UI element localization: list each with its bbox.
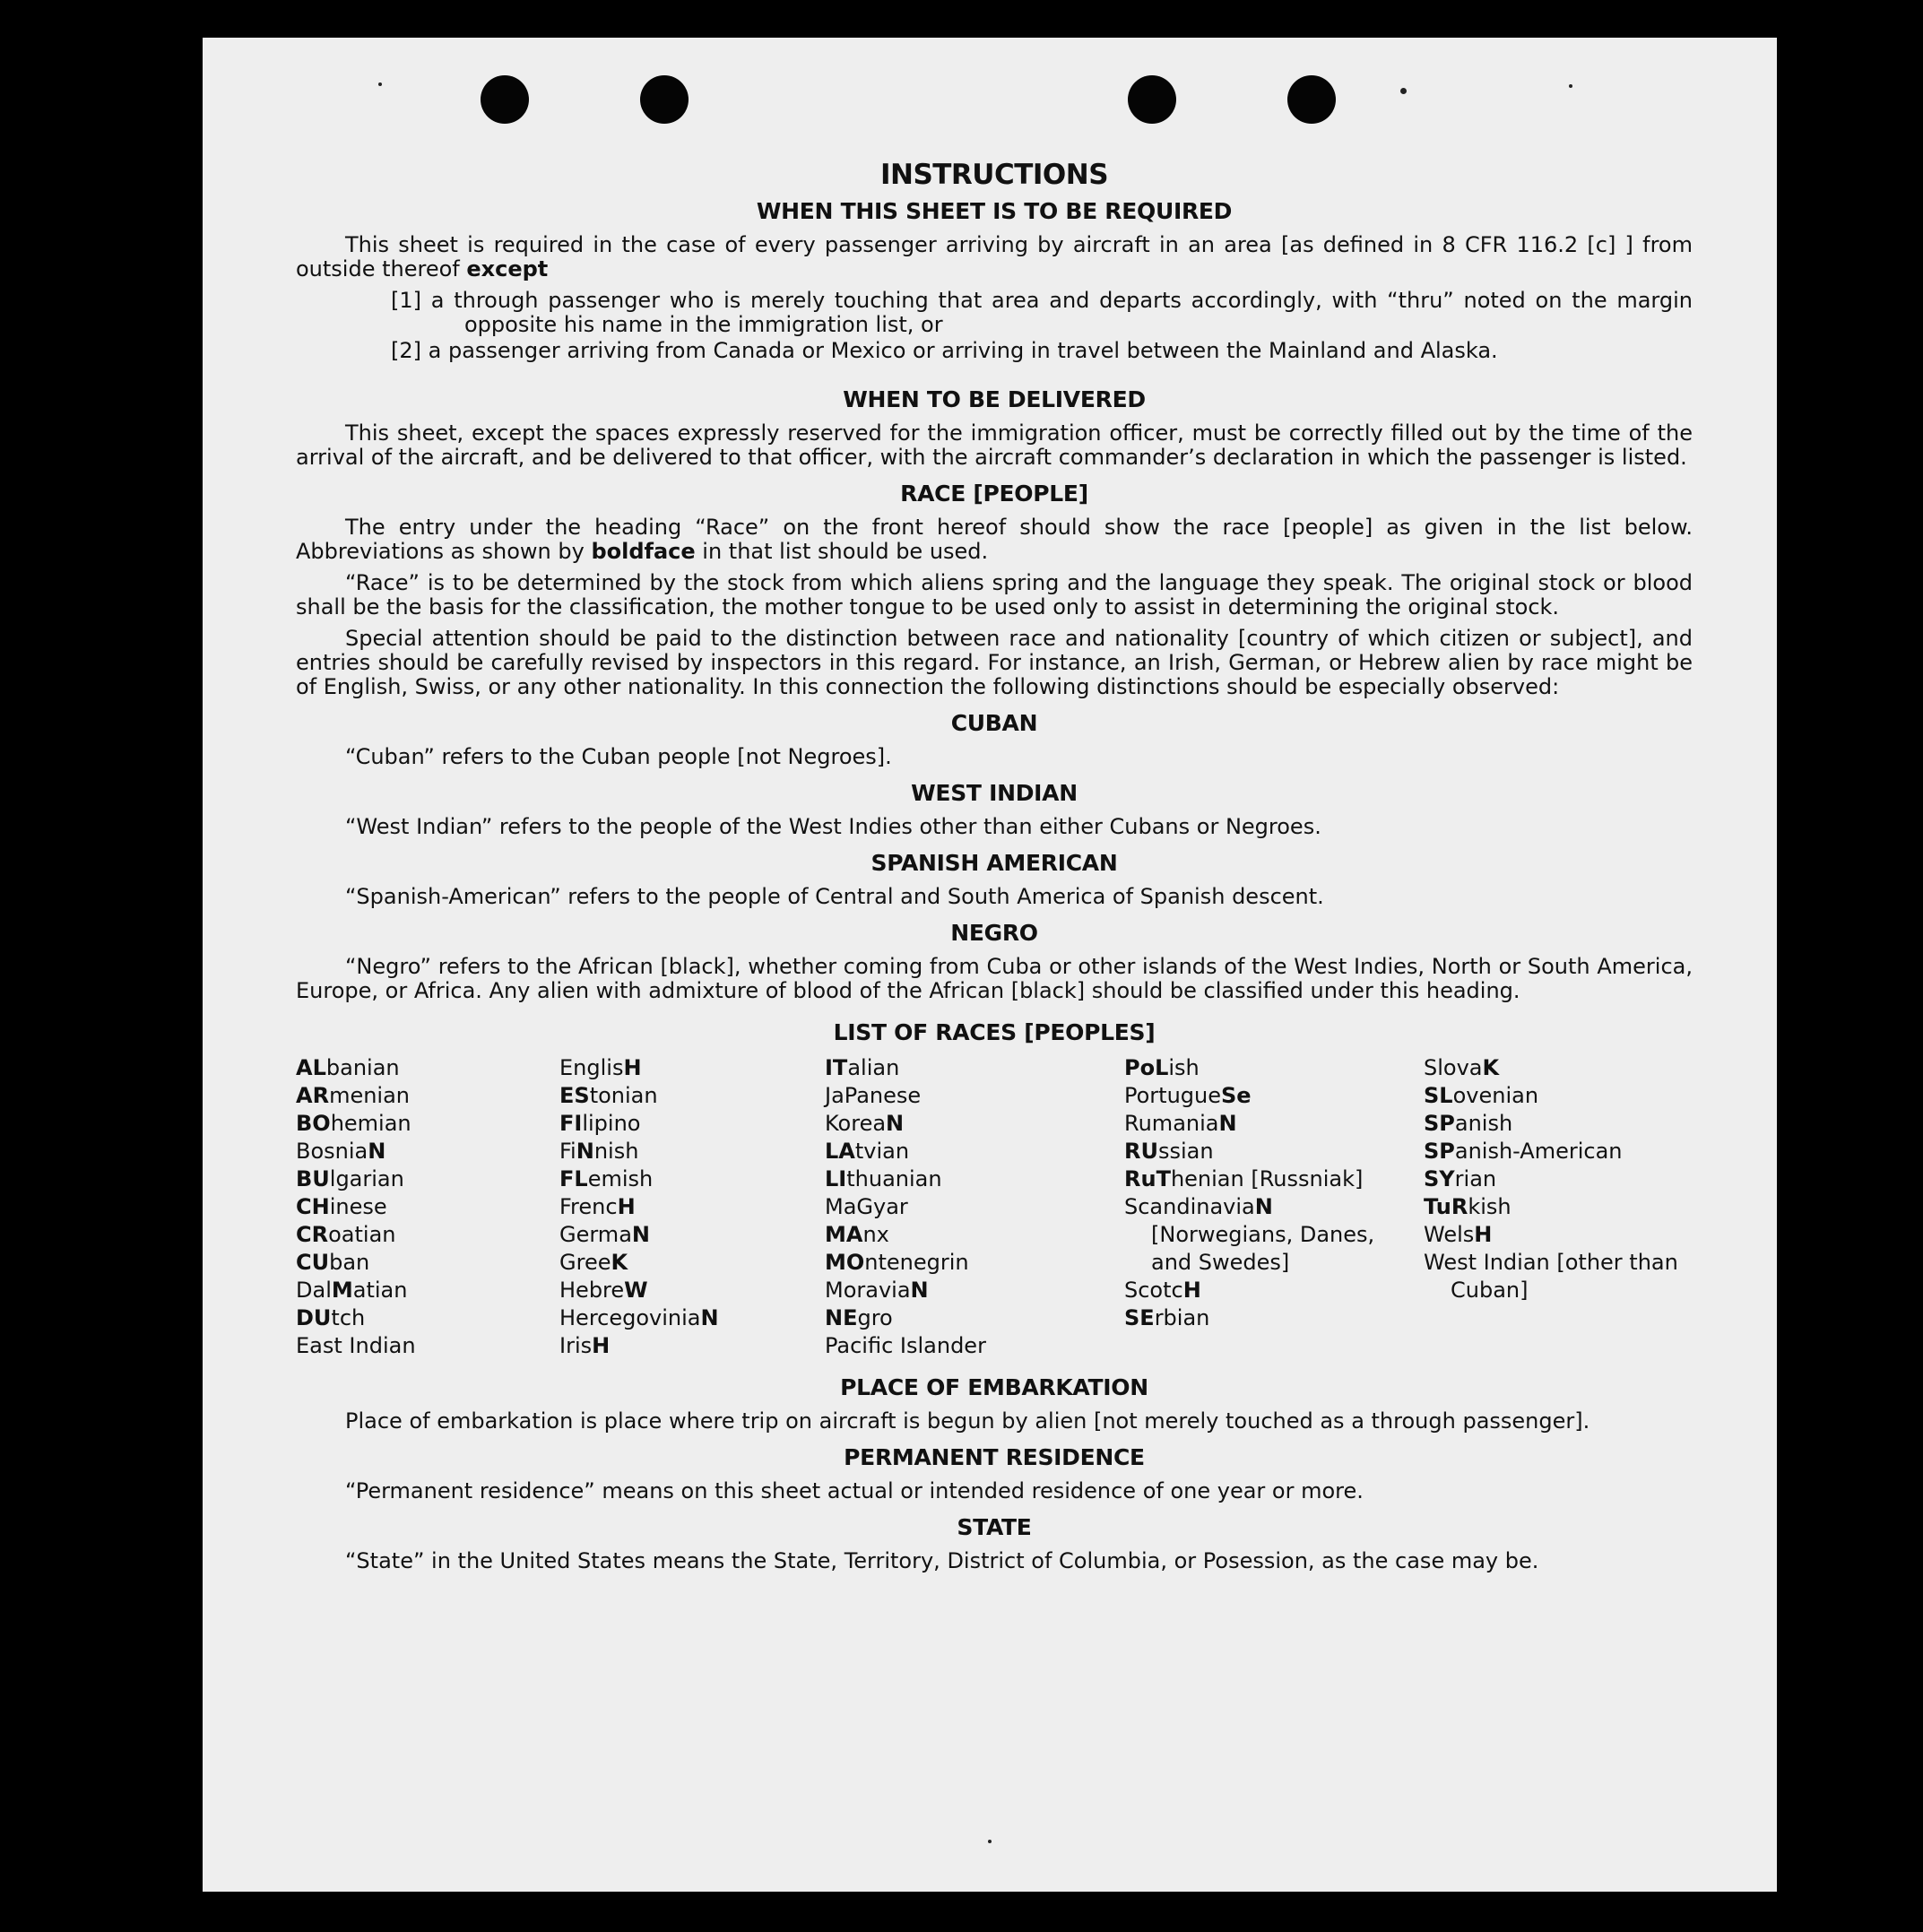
heading-spanish-american: SPANISH AMERICAN: [871, 850, 1118, 876]
heading-delivered: WHEN TO BE DELIVERED: [843, 386, 1146, 412]
race-item: WelsH: [1424, 1222, 1493, 1247]
speck: [1569, 84, 1572, 88]
embarkation-text: Place of embarkation is place where trip on aircraft is begun by alien [not merely touched as a through passenger].: [345, 1408, 1590, 1434]
race-item: ALbanian: [296, 1055, 400, 1080]
delivered-text: This sheet, except the spaces expressly reserved for the immigration officer, must be correctly filled out by the time of the arrival of the aircraft, and be delivered to that officer, with the aircraft commander’s declaration in which the passenger is listed.: [296, 420, 1693, 470]
race-item: MAnx: [825, 1222, 889, 1247]
race-item: FrencH: [559, 1194, 636, 1219]
race-item: HebreW: [559, 1278, 648, 1303]
heading-west-indian: WEST INDIAN: [911, 780, 1078, 806]
punch-hole: [1287, 75, 1336, 124]
speck: [988, 1840, 992, 1843]
required-intro: This sheet is required in the case of every passenger arriving by aircraft in an area [as defined in 8 CFR 116.2 [c] ] from outside thereof except: [296, 232, 1693, 282]
race-item: BOhemian: [296, 1111, 411, 1136]
race-item: RUssian: [1124, 1139, 1214, 1164]
race-item: BosniaN: [296, 1139, 386, 1164]
spanish-american-text: “Spanish-American” refers to the people of Central and South America of Spanish descent.: [345, 884, 1324, 909]
race-item: East Indian: [296, 1333, 416, 1358]
heading-negro: NEGRO: [950, 920, 1038, 946]
race-paragraph-2: “Race” is to be determined by the stock from which aliens spring and the language they speak. The original stock or blood shall be the basis for the classification, the mother tongue to be used only to assist in determining the original stock.: [296, 570, 1693, 619]
residence-text: “Permanent residence” means on this sheet actual or intended residence of one year or more.: [345, 1478, 1364, 1503]
negro-text: “Negro” refers to the African [black], whether coming from Cuba or other islands of the West Indies, North or South America, Europe, or Africa. Any alien with admixture of blood of the African [black] should be classified under this heading.: [296, 954, 1693, 1003]
race-item: West Indian [other than Cuban]: [1424, 1250, 1678, 1303]
race-item: SPanish: [1424, 1111, 1513, 1136]
race-item: BUlgarian: [296, 1166, 404, 1191]
race-item: IrisH: [559, 1333, 611, 1358]
page-title: INSTRUCTIONS: [879, 159, 1109, 191]
race-item: RumaniaN: [1124, 1111, 1237, 1136]
punch-hole: [1128, 75, 1176, 124]
race-list: [296, 1054, 1693, 1360]
speck: [378, 82, 382, 86]
cuban-text: “Cuban” refers to the Cuban people [not Negroes].: [345, 744, 892, 769]
race-item: MOntenegrin: [825, 1250, 969, 1275]
race-paragraph-1: The entry under the heading “Race” on the front hereof should show the race [people] as given in the list below. Abbreviations as shown by boldface in that list should be used.: [296, 515, 1693, 564]
race-item: Pacific Islander: [825, 1333, 986, 1358]
heading-list-of-races: LIST OF RACES [PEOPLES]: [833, 1019, 1156, 1045]
race-item: KoreaN: [825, 1111, 905, 1136]
heading-embarkation: PLACE OF EMBARKATION: [840, 1374, 1148, 1400]
race-item: NEgro: [825, 1305, 893, 1330]
race-item: MaGyar: [825, 1194, 908, 1219]
heading-residence: PERMANENT RESIDENCE: [844, 1444, 1145, 1470]
race-paragraph-3: Special attention should be paid to the distinction between race and nationality [country of which citizen or subject], and entries should be carefully revised by inspectors in this regard. For instance, an Irish, German, or Hebrew alien by race might be of English, Swiss, or any other nationality. In this connection the following distinctions should be especially observed:: [296, 626, 1693, 699]
heading-required: WHEN THIS SHEET IS TO BE REQUIRED: [756, 198, 1233, 224]
race-item: FLemish: [559, 1166, 654, 1191]
race-item: MoraviaN: [825, 1278, 929, 1303]
race-item: SYrian: [1424, 1166, 1497, 1191]
race-item: CHinese: [296, 1194, 387, 1219]
race-item: DalMatian: [296, 1278, 408, 1303]
exception-item-2: [2] a passenger arriving from Canada or Mexico or arriving in travel between the Mainland and Alaska.: [391, 338, 1498, 363]
race-item: LAtvian: [825, 1139, 910, 1164]
race-column: [296, 1054, 556, 1360]
race-item: SlovaK: [1424, 1055, 1500, 1080]
race-item: EnglisH: [559, 1055, 642, 1080]
race-column: [1124, 1054, 1420, 1360]
race-item: EStonian: [559, 1083, 658, 1108]
heading-race: RACE [PEOPLE]: [900, 481, 1088, 507]
race-item: PortugueSe: [1124, 1083, 1252, 1108]
race-item: PoLish: [1124, 1055, 1200, 1080]
instruction-sheet: [203, 38, 1777, 1892]
race-item: LIthuanian: [825, 1166, 942, 1191]
race-item: TuRkish: [1424, 1194, 1512, 1219]
west-indian-text: “West Indian” refers to the people of the West Indies other than either Cubans or Negroes.: [345, 814, 1321, 839]
race-item: GermaN: [559, 1222, 650, 1247]
heading-state: STATE: [957, 1514, 1032, 1540]
race-item: RuThenian [Russniak]: [1124, 1166, 1364, 1191]
race-item: SLovenian: [1424, 1083, 1539, 1108]
race-item: CUban: [296, 1250, 370, 1275]
race-item: CRoatian: [296, 1222, 396, 1247]
race-item: SErbian: [1124, 1305, 1210, 1330]
race-column: [1424, 1054, 1693, 1360]
race-item: DUtch: [296, 1305, 366, 1330]
instructions-body: [296, 159, 1693, 1581]
punch-hole: [481, 75, 529, 124]
race-item: ScotcH: [1124, 1278, 1201, 1303]
heading-cuban: CUBAN: [950, 710, 1038, 736]
race-item: FiNnish: [559, 1139, 639, 1164]
state-text: “State” in the United States means the State, Territory, District of Columbia, or Posession, as the case may be.: [345, 1548, 1539, 1573]
race-item: GreeK: [559, 1250, 628, 1275]
race-column: [825, 1054, 1121, 1360]
punch-hole: [640, 75, 689, 124]
race-item: SPanish-American: [1424, 1139, 1623, 1164]
race-item: ITalian: [825, 1055, 900, 1080]
race-item: JaPanese: [825, 1083, 922, 1108]
race-item: ARmenian: [296, 1083, 411, 1108]
race-item: HercegoviniaN: [559, 1305, 719, 1330]
speck: [1400, 88, 1407, 94]
race-item: ScandinaviaN [Norwegians, Danes, and Swedes]: [1124, 1194, 1375, 1275]
exception-item-1: [1] a through passenger who is merely touching that area and departs accordingly, with “thru” noted on the margin opposite his name in the immigration list, or: [391, 288, 1693, 337]
race-item: FIlipino: [559, 1111, 641, 1136]
race-column: [559, 1054, 821, 1360]
